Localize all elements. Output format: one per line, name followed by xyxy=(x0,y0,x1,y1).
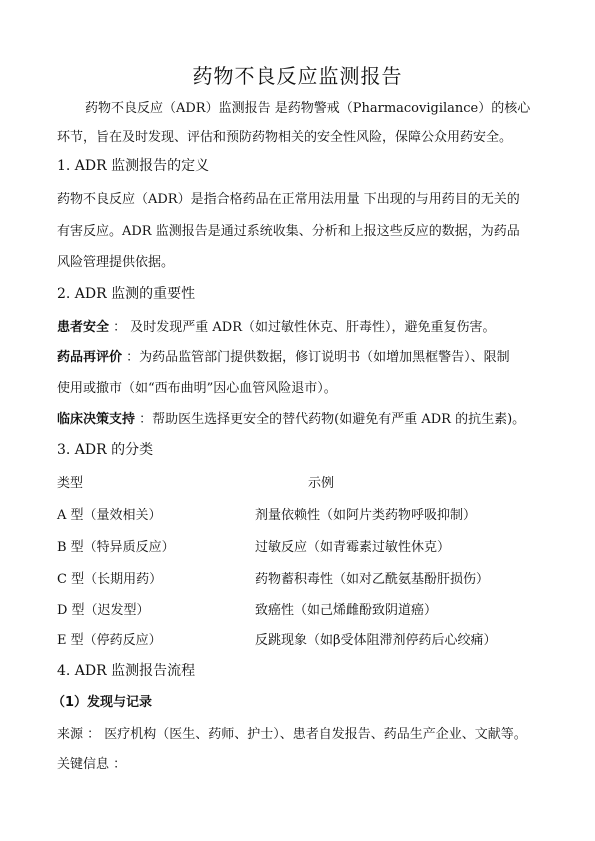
classification-row xyxy=(57,629,547,648)
example-cell: 药物蓄积毒性（如对乙酰氨基酚肝损伤） xyxy=(255,572,490,587)
section-4-heading: 4. ADR 监测报告流程 xyxy=(57,663,196,679)
section-1-line: 风险管理提供依据。 xyxy=(57,255,175,270)
source-line: 来源 ： 医疗机构（医生、药师、护士）、患者自发报告、药品生产企业、文献等。 xyxy=(57,727,527,742)
example-cell: 过敏反应（如青霉素过敏性休克） xyxy=(255,540,451,555)
importance-text: ：帮助医生选择更安全的替代药物(如避免有严重 ADR 的抗生素)。 xyxy=(135,412,526,427)
example-cell: 致癌性（如己烯雌酚致阴道癌） xyxy=(255,603,438,618)
section-2-heading: 2. ADR 监测的重要性 xyxy=(57,286,196,302)
subsection-heading: （1）发现与记录 xyxy=(52,695,153,710)
importance-item-clinical-decision xyxy=(57,408,547,427)
type-cell: C 型（长期用药） xyxy=(57,572,163,587)
classification-row xyxy=(57,536,547,555)
importance-item-reevaluation-cont: 使用或撤市（如“西布曲明”因心血管风险退市）。 xyxy=(57,381,337,396)
importance-text: ：为药品监管部门提供数据，修订说明书（如增加黑框警告）、限制 xyxy=(122,350,510,365)
key-info-line: 关键信息 ： xyxy=(57,757,127,772)
section-1-line: 有害反应。ADR 监测报告是通过系统收集、分析和上报这些反应的数据，为药品 xyxy=(57,224,520,239)
classification-row xyxy=(57,599,547,618)
section-3-heading: 3. ADR 的分类 xyxy=(57,442,154,458)
section-1-line: 药物不良反应（ADR）是指合格药品在正常用法用量 下出现的与用药目的无关的 xyxy=(57,192,520,207)
type-cell: D 型（迟发型） xyxy=(57,603,150,618)
classification-row xyxy=(57,568,547,587)
importance-label: 患者安全 xyxy=(57,320,110,335)
column-header-type: 类型 xyxy=(57,476,84,491)
type-cell: B 型（特异质反应） xyxy=(57,540,175,555)
type-cell: E 型（停药反应） xyxy=(57,633,162,648)
intro-line-2: 环节，旨在及时发现、评估和预防药物相关的安全性风险，保障公众用药安全。 xyxy=(57,130,513,145)
section-1-heading: 1. ADR 监测报告的定义 xyxy=(57,158,210,174)
importance-text: ： 及时发现严重 ADR（如过敏性休克、肝毒性），避免重复伤害。 xyxy=(109,320,496,335)
example-cell: 剂量依赖性（如阿片类药物呼吸抑制） xyxy=(255,508,477,523)
classification-row xyxy=(57,504,547,523)
example-cell: 反跳现象（如β受体阻滞剂停药后心绞痛） xyxy=(255,633,497,648)
importance-label: 临床决策支持 xyxy=(57,412,136,427)
page-title: 药物不良反应监测报告 xyxy=(192,64,403,88)
intro-line-1: 药物不良反应（ADR）监测报告 是药物警戒（Pharmacovigilance）的核心 xyxy=(85,101,531,116)
type-cell: A 型（量效相关） xyxy=(57,508,162,523)
importance-label: 药品再评价 xyxy=(57,350,123,365)
classification-header-row xyxy=(57,472,547,491)
importance-item-patient-safety xyxy=(57,316,547,335)
importance-item-reevaluation xyxy=(57,346,547,365)
column-header-example: 示例 xyxy=(308,476,335,491)
